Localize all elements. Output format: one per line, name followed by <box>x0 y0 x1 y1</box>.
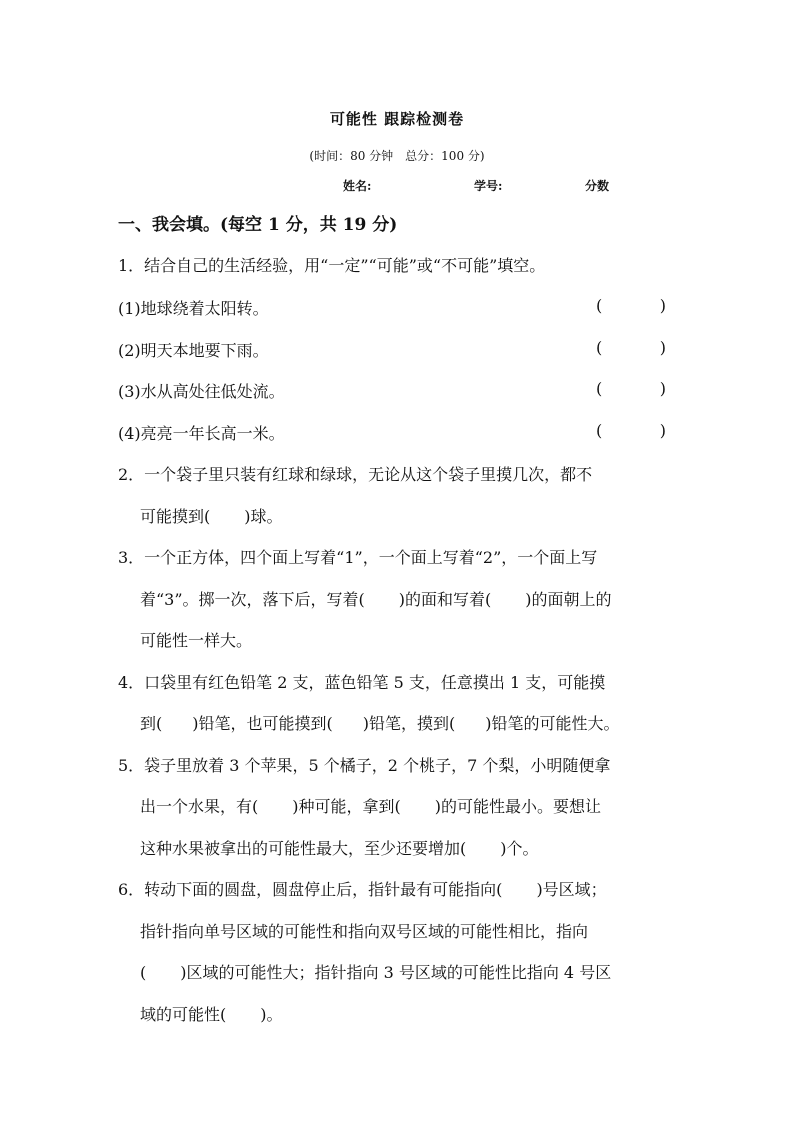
q2-line-1: 2．一个袋子里只装有红球和绿球，无论从这个袋子里摸几次，都不 <box>118 465 593 484</box>
q1-item-1: (1)地球绕着太阳转。 <box>118 299 269 318</box>
q1-stem: 1．结合自己的生活经验，用“一定”“可能”或“不可能”填空。 <box>118 256 546 275</box>
q1-answer-3: ( ) <box>596 379 666 398</box>
q1-answer-2: ( ) <box>596 338 666 357</box>
q5-line-3: 这种水果被拿出的可能性最大，至少还要增加( )个。 <box>140 839 539 858</box>
q4-line-2: 到( )铅笔，也可能摸到( )铅笔，摸到( )铅笔的可能性大。 <box>140 714 620 733</box>
q2-line-2: 可能摸到( )球。 <box>140 507 283 526</box>
q5-line-2: 出一个水果，有( )种可能，拿到( )的可能性最小。要想让 <box>140 797 601 816</box>
q6-line-4: 域的可能性( )。 <box>140 1005 283 1024</box>
q1-answer-1: ( ) <box>596 296 666 315</box>
q1-item-2: (2)明天本地要下雨。 <box>118 341 269 360</box>
q1-item-4: (4)亮亮一年长高一米。 <box>118 424 285 443</box>
name-label: 姓名: <box>343 179 372 193</box>
q3-line-2: 着“3”。掷一次，落下后，写着( )的面和写着( )的面朝上的 <box>140 590 612 609</box>
q3-line-3: 可能性一样大。 <box>140 631 253 650</box>
number-label: 学号: <box>474 179 503 193</box>
exam-time-score: (时间：80 分钟 总分：100 分) <box>309 149 485 163</box>
section-heading: 一、我会填。(每空 1 分，共 19 分) <box>118 215 398 235</box>
q4-line-1: 4．口袋里有红色铅笔 2 支，蓝色铅笔 5 支，任意摸出 1 支，可能摸 <box>118 673 606 692</box>
q6-line-1: 6．转动下面的圆盘，圆盘停止后，指针最有可能指向( )号区域； <box>118 880 607 899</box>
score-label: 分数 <box>585 179 610 193</box>
q6-line-3: ( )区域的可能性大；指针指向 3 号区域的可能性比指向 4 号区 <box>140 963 612 982</box>
q6-line-2: 指针指向单号区域的可能性和指向双号区域的可能性相比，指向 <box>140 922 589 941</box>
q1-answer-4: ( ) <box>596 421 666 440</box>
q5-line-1: 5．袋子里放着 3 个苹果，5 个橘子，2 个桃子，7 个梨，小明随便拿 <box>118 756 611 775</box>
page-title: 可能性 跟踪检测卷 <box>329 110 465 128</box>
q1-item-3: (3)水从高处往低处流。 <box>118 382 285 401</box>
q3-line-1: 3．一个正方体，四个面上写着“1”，一个面上写着“2”，一个面上写 <box>118 548 598 567</box>
